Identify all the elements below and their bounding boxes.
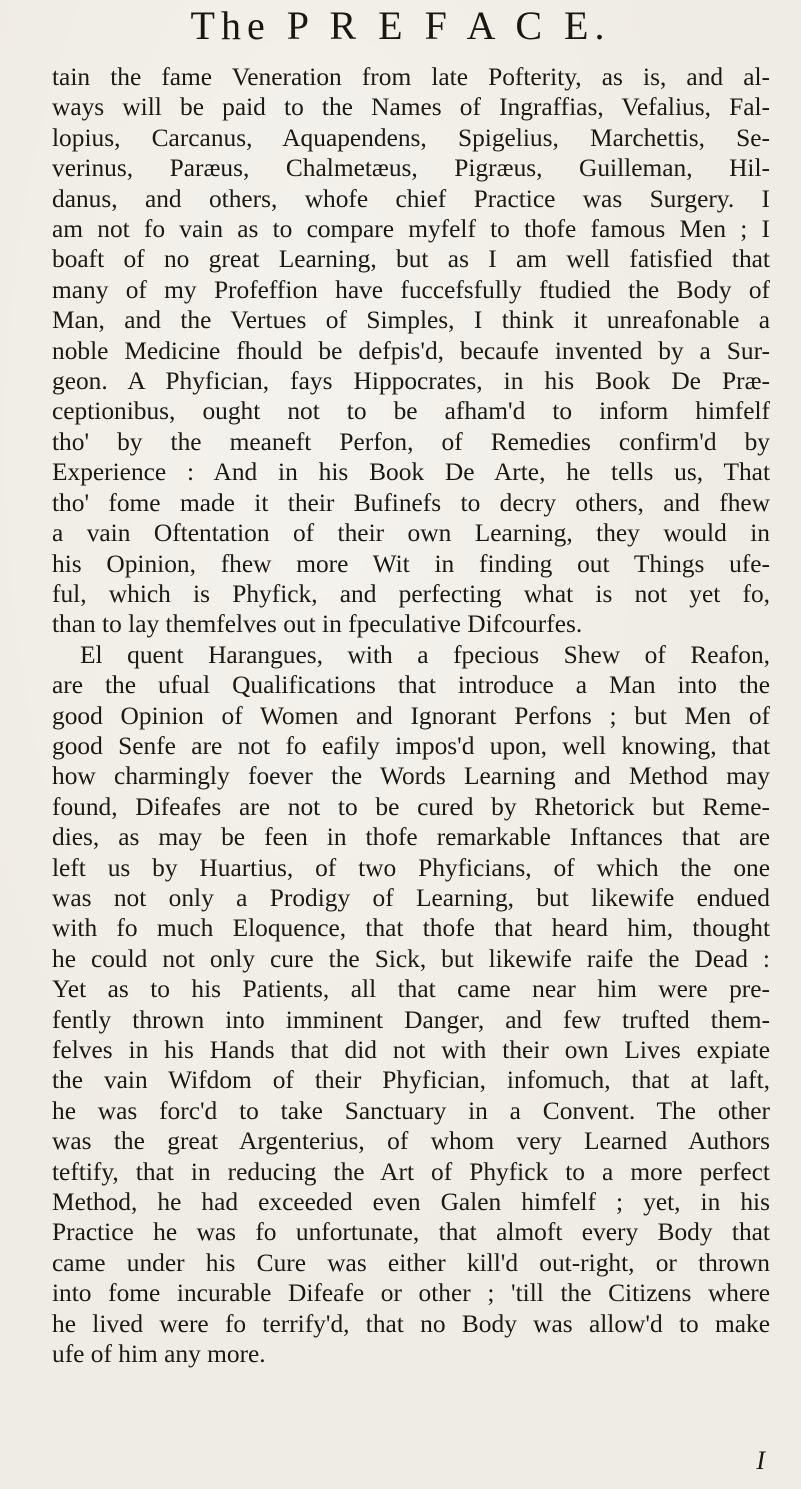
text-line: a vain Oftentation of their own Learning, they would in [52, 519, 770, 548]
text-line: how charmingly foever the Words Learning and Method may [52, 762, 770, 791]
text-line: Method, he had exceeded even Galen himfelf ; yet, in his [52, 1188, 770, 1217]
text-line: was the great Argenterius, of whom very Learned Authors [52, 1127, 770, 1156]
text-line: good Senfe are not fo eafily impos'd upon, well knowing, that [52, 731, 770, 760]
text-line: into fome incurable Difeafe or other ; 'till the Citizens where [52, 1279, 770, 1308]
text-line: verinus, Paræus, Chalmetæus, Pigræus, Guilleman, Hil- [52, 154, 770, 183]
text-line: he was forc'd to take Sanctuary in a Convent. The other [52, 1096, 770, 1125]
text-line: tho' fome made it their Bufinefs to decry others, and fhew [52, 488, 770, 517]
text-line: noble Medicine fhould be defpis'd, becaufe invented by a Sur- [52, 336, 770, 365]
text-line: tho' by the meaneft Perfon, of Remedies confirm'd by [52, 427, 770, 456]
text-line: tain the fame Veneration from late Pofterity, as is, and al- [52, 63, 770, 91]
text-line: the vain Wifdom of their Phyfician, infomuch, that at laft, [52, 1066, 770, 1095]
text-line: he lived were fo terrify'd, that no Body was allow'd to make [52, 1309, 770, 1338]
text-line: came under his Cure was either kill'd out-right, or thrown [52, 1248, 770, 1277]
text-line: lopius, Carcanus, Aquapendens, Spigelius, Marchettis, Se- [52, 123, 770, 152]
text-line: he could not only cure the Sick, but likewife raife the Dead : [52, 944, 770, 973]
text-line: ful, which is Phyfick, and perfecting what is not yet fo, [52, 579, 770, 608]
text-line: am not fo vain as to compare myfelf to thofe famous Men ; I [52, 215, 770, 244]
text-line: than to lay themfelves out in fpeculative Difcourfes. [52, 610, 583, 639]
body-text [52, 62, 770, 1369]
text-line: are the ufual Qualifications that introduce a Man into the [52, 671, 770, 700]
text-line: good Opinion of Women and Ignorant Perfons ; but Men of [52, 701, 770, 730]
text-line: was not only a Prodigy of Learning, but likewife endued [52, 883, 770, 912]
text-line: left us by Huartius, of two Phyficians, of which the one [52, 853, 770, 882]
running-head: The P R E F A C E. [190, 3, 611, 48]
text-line: many of my Profeffion have fuccefsfully ftudied the Body of [52, 275, 770, 304]
text-line: Yet as to his Patients, all that came near him were pre- [52, 975, 770, 1004]
text-line: Man, and the Vertues of Simples, I think it unreafonable a [52, 306, 770, 335]
text-line: Experience : And in his Book De Arte, he tells us, That [52, 458, 770, 487]
text-line: ufe of him any more. [52, 1340, 266, 1369]
text-line: with fo much Eloquence, that thofe that heard him, thought [52, 914, 770, 943]
text-line: teftify, that in reducing the Art of Phyfick to a more perfect [52, 1157, 770, 1186]
text-line: fently thrown into imminent Danger, and few trufted them- [52, 1005, 770, 1034]
text-line: ceptionibus, ought not to be afham'd to inform himfelf [52, 397, 770, 426]
text-line: found, Difeafes are not to be cured by Rhetorick but Reme- [52, 792, 770, 821]
text-line: danus, and others, whofe chief Practice was Surgery. I [52, 184, 770, 213]
text-line: ways will be paid to the Names of Ingraffias, Vefalius, Fal- [52, 93, 770, 122]
text-line: boaft of no great Learning, but as I am well fatisfied that [52, 245, 770, 274]
text-line: dies, as may be feen in thofe remarkable Inftances that are [52, 823, 770, 852]
text-line: his Opinion, fhew more Wit in finding out Things ufe- [52, 549, 770, 578]
text-line: El quent Harangues, with a fpecious Shew of Reafon, [80, 640, 770, 669]
text-line: geon. A Phyfician, fays Hippocrates, in his Book De Præ- [52, 367, 770, 396]
text-line: felves in his Hands that did not with their own Lives expiate [52, 1036, 770, 1064]
catchword: I [756, 1446, 765, 1475]
text-line: Practice he was fo unfortunate, that almoft every Body that [52, 1218, 770, 1247]
